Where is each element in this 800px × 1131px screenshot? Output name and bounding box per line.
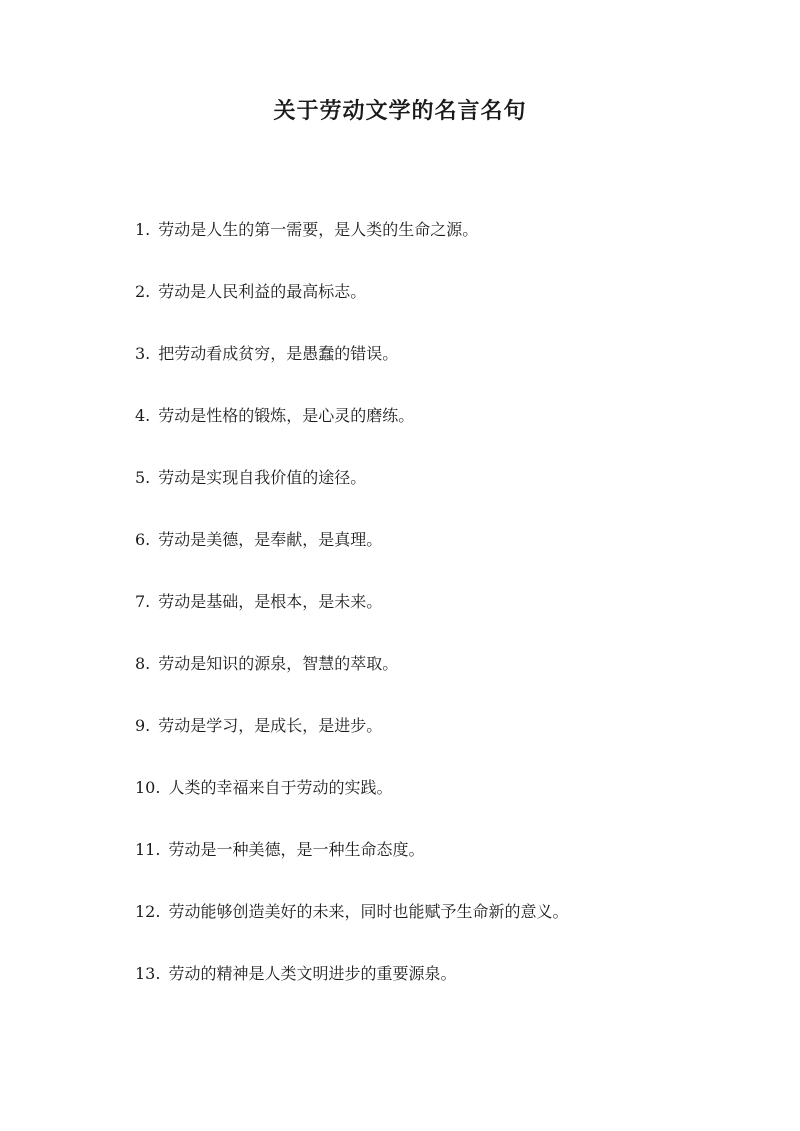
quote-text: 劳动是人生的第一需要，是人类的生命之源。 [158,220,479,239]
quote-number: 8. [135,654,151,673]
document-title: 关于劳动文学的名言名句 [273,98,527,124]
quote-number: 3. [135,344,151,363]
quote-number: 2. [135,282,151,301]
quote-item-7 [135,586,755,648]
quote-text: 把劳动看成贫穷，是愚蠢的错误。 [158,344,399,363]
quote-text: 劳动是美德，是奉献，是真理。 [158,530,383,549]
quote-item-8 [135,648,755,710]
quote-number: 6. [135,530,151,549]
quote-item-2 [135,276,755,338]
quote-item-11 [135,834,755,896]
quote-item-9 [135,710,755,772]
quote-text: 劳动是人民利益的最高标志。 [158,282,367,301]
quote-text: 劳动的精神是人类文明进步的重要源泉。 [168,964,457,983]
quote-text: 劳动是学习，是成长，是进步。 [158,716,383,735]
quote-item-3 [135,338,755,400]
quote-item-4 [135,400,755,462]
quote-text: 劳动是基础，是根本，是未来。 [158,592,383,611]
quote-number: 7. [135,592,151,611]
quote-number: 5. [135,468,151,487]
quote-item-10 [135,772,755,834]
quote-number: 4. [135,406,151,425]
quote-number: 10. [135,778,161,797]
quote-item-12 [135,896,755,958]
quote-text: 劳动是一种美德，是一种生命态度。 [168,840,425,859]
quote-number: 1. [135,220,151,239]
quote-text: 劳动是知识的源泉，智慧的萃取。 [158,654,399,673]
quote-item-6 [135,524,755,586]
quote-number: 9. [135,716,151,735]
quote-number: 11. [135,840,161,859]
quote-text: 劳动是性格的锻炼，是心灵的磨练。 [158,406,415,425]
quote-text: 劳动能够创造美好的未来，同时也能赋予生命新的意义。 [168,902,569,921]
quote-item-13 [135,958,755,1020]
quote-item-5 [135,462,755,524]
quote-list [135,214,755,1020]
quote-number: 13. [135,964,161,983]
quote-item-1 [135,214,755,276]
quote-text: 劳动是实现自我价值的途径。 [158,468,367,487]
quote-number: 12. [135,902,161,921]
quote-text: 人类的幸福来自于劳动的实践。 [168,778,393,797]
